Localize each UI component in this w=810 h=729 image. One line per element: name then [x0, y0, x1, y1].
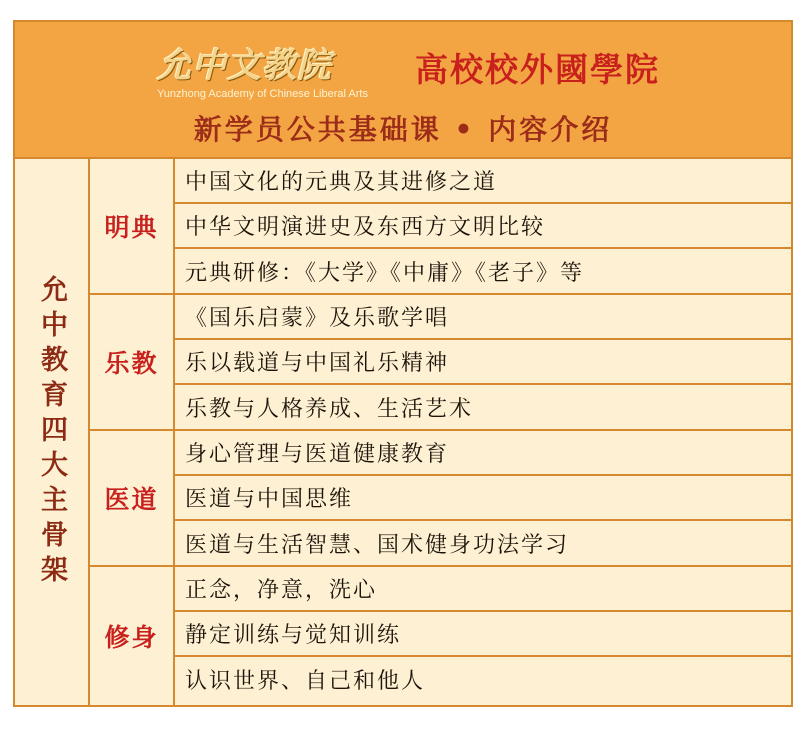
category-group-yidao	[90, 431, 791, 567]
academy-logo: 允中文教院	[157, 46, 332, 86]
category-group-xiushen	[90, 567, 791, 705]
course-item: 认识世界、自己和他人	[185, 669, 426, 694]
course-item: 中国文化的元典及其进修之道	[175, 159, 791, 204]
category-label: 修身	[90, 567, 175, 705]
category-label: 乐教	[90, 295, 175, 429]
course-item: 乐以载道与中国礼乐精神	[175, 340, 791, 385]
course-table	[13, 20, 793, 707]
course-item: 乐教与人格养成、生活艺术	[185, 397, 474, 422]
framework-column	[15, 159, 90, 705]
school-name: 高校校外國學院	[415, 50, 660, 89]
category-group-yuejiao	[90, 295, 791, 431]
course-body	[15, 159, 791, 705]
course-title: 新学员公共基础课 • 内容介绍	[193, 113, 613, 146]
course-item: 身心管理与医道健康教育	[175, 431, 791, 476]
course-item: 《国乐启蒙》及乐歌学唱	[175, 295, 791, 340]
category-label: 明典	[90, 159, 175, 293]
course-item: 正念，净意，洗心	[175, 567, 791, 612]
course-item: 医道与中国思维	[175, 476, 791, 521]
framework-label: 允中教育四大主骨架	[36, 274, 67, 590]
category-group-mingdian	[90, 159, 791, 295]
course-item: 元典研修：《大学》《中庸》《老子》等	[185, 261, 585, 286]
course-item: 医道与生活智慧、国术健身功法学习	[185, 533, 570, 558]
academy-logo-subtitle: Yunzhong Academy of Chinese Liberal Arts	[157, 88, 368, 100]
category-label: 医道	[90, 431, 175, 565]
course-item: 静定训练与觉知训练	[175, 612, 791, 657]
course-item: 中华文明演进史及东西方文明比较	[175, 204, 791, 249]
header-banner	[15, 22, 791, 159]
